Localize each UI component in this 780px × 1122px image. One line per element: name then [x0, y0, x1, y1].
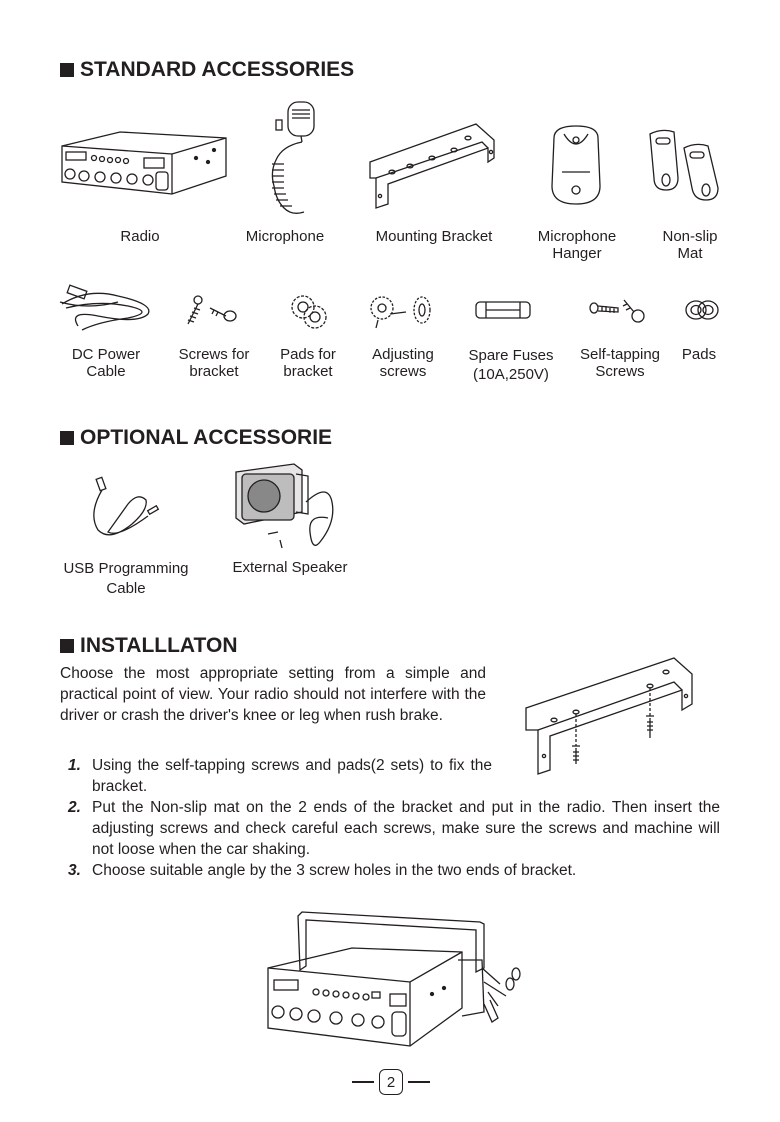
spare-fuse-illustration [474, 300, 532, 320]
step-text: Using the self-tapping screws and pads(2 sets) to fix the bracket. [92, 757, 492, 795]
caption-non-slip-mat: Non-slip Mat [662, 228, 718, 262]
caption-microphone: Microphone [245, 228, 325, 245]
page-number-rule-right [408, 1081, 430, 1083]
caption-self-tapping-screws: Self-tapping Screws [579, 346, 661, 380]
step-number: 1. [68, 757, 81, 774]
section-title-installation: INSTALLLATON [60, 634, 237, 658]
pads-for-bracket-illustration [288, 292, 330, 332]
installation-steps [60, 755, 720, 881]
section-title-standard: STANDARD ACCESSORIES [60, 58, 354, 82]
caption-external-speaker: External Speaker [232, 559, 348, 576]
microphone-illustration [262, 100, 318, 218]
caption-mounting-bracket: Mounting Bracket [375, 228, 493, 245]
page-number-rule-left [352, 1081, 374, 1083]
installation-step [60, 860, 720, 881]
usb-cable-illustration [88, 474, 160, 540]
screws-for-bracket-illustration [182, 294, 238, 330]
step-number: 2. [68, 799, 81, 816]
caption-adjusting-screws: Adjusting screws [372, 346, 434, 380]
page-number-value: 2 [379, 1069, 403, 1095]
caption-pads-for-bracket: Pads for bracket [280, 346, 336, 380]
step-number: 3. [68, 862, 81, 879]
adjusting-screws-illustration [368, 290, 434, 332]
caption-spare-fuses: Spare Fuses (10A,250V) [468, 347, 554, 383]
caption-microphone-hanger: Microphone Hanger [537, 228, 617, 262]
dc-power-cable-illustration [58, 286, 158, 334]
caption-dc-power-cable: DC Power Cable [71, 346, 141, 380]
self-tapping-screws-illustration [588, 296, 646, 326]
bullet-square-icon [60, 431, 74, 445]
radio-in-bracket-illustration [262, 908, 526, 1054]
caption-usb-programming-cable: USB Programming Cable [63, 560, 189, 597]
section-title-optional: OPTIONAL ACCESSORIE [60, 426, 332, 450]
step-text: Put the Non-slip mat on the 2 ends of the bracket and put in the radio. Then insert the adjusting screws and check careful each screws, make sure the screws and machine will not loose when the car shaking. [92, 799, 720, 858]
bullet-square-icon [60, 63, 74, 77]
page-number [348, 1068, 434, 1096]
installation-step [60, 797, 720, 860]
installation-intro: Choose the most appropriate setting from a simple and practical point of view. Your radio should not interfere with the driver or crash the driver's knee or leg when rush brake. [60, 665, 486, 724]
step-text: Choose suitable angle by the 3 screw holes in the two ends of bracket. [92, 862, 577, 879]
external-speaker-illustration [232, 462, 350, 552]
radio-illustration [58, 128, 228, 200]
caption-screws-for-bracket: Screws for bracket [178, 346, 250, 380]
caption-pads: Pads [681, 346, 717, 363]
bullet-square-icon [60, 639, 74, 653]
caption-radio: Radio [120, 228, 160, 245]
microphone-hanger-illustration [548, 124, 606, 206]
installation-step [60, 755, 492, 797]
mounting-bracket-illustration [368, 118, 498, 210]
non-slip-mat-illustration [644, 128, 724, 202]
pads-illustration [684, 298, 720, 322]
